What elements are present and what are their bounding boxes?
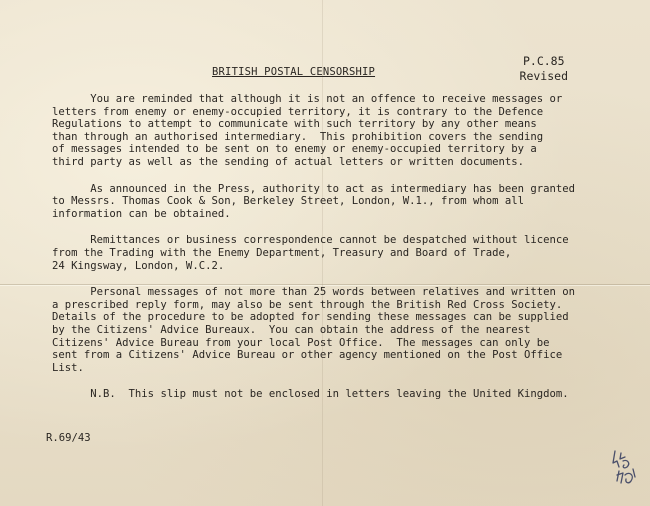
form-ref-code: P.C.85 xyxy=(522,54,565,68)
paragraph-nota-bene: N.B. This slip must not be enclosed in letters leaving the United Kingdom. xyxy=(52,388,569,401)
form-ref-status: Revised xyxy=(519,69,568,83)
notice-body xyxy=(52,93,612,415)
paragraph-remittances: Remittances or business correspondence cannot be despatched without licence from the Trading with the Enemy Department, Treasury and Board of Trade, 24 Kingsway, London, W.C.2. xyxy=(52,234,569,272)
paragraph-prohibition: You are reminded that although it is not an offence to receive messages or letters from enemy or enemy-occupied territory, it is contrary to the Defence Regulations to attempt to communicate with such territory by any other means than through an authorised intermediary. This prohibition covers the sending of messages intended to be sent on to enemy or enemy-occupied territory by a third party as well as the sending of actual letters or written documents. xyxy=(52,93,563,168)
document-title: BRITISH POSTAL CENSORSHIP xyxy=(212,66,376,78)
paragraph-red-cross: Personal messages of not more than 25 words between relatives and written on a prescribed reply form, may also be sent through the British Red Cross Society. Details of the procedure to be adopted for sending these messages can be supplied by the Citizens' Advice Bureaux. You can obtain the address of the nearest Citizens' Advice Bureau from your local Post Office. The messages can only be sent from a Citizens' Advice Bureau or other agency mentioned on the Post Office List. xyxy=(52,286,576,374)
pencil-annotation-mark xyxy=(607,447,641,487)
form-reference xyxy=(520,54,568,84)
paragraph-intermediary: As announced in the Press, authority to act as intermediary has been granted to Messrs. Thomas Cook & Son, Berkeley Street, London, W.1., from whom all information can be obtained. xyxy=(52,182,576,220)
print-code: R.69/43 xyxy=(46,432,91,444)
